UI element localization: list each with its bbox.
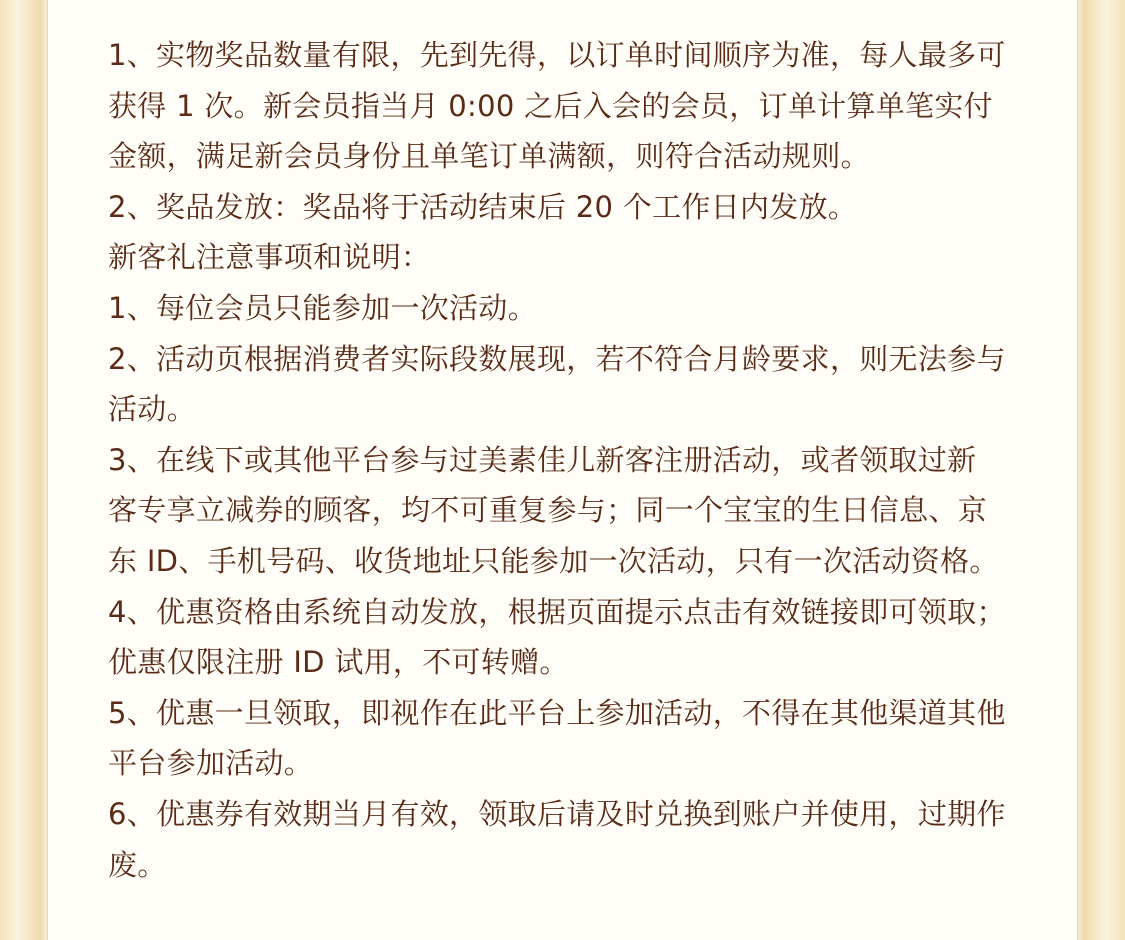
rule-item-1: 1、实物奖品数量有限，先到先得，以订单时间顺序为准，每人最多可 获得 1 次。新会员指当月 0:00 之后入会的会员，订单计算单笔实付 金额，满足新会员身份且单笔订单满额，则符合活动规则。	[108, 38, 1006, 174]
notice-item-1: 1、每位会员只能参加一次活动。	[108, 290, 537, 325]
notice-item-4: 4、优惠资格由系统自动发放，根据页面提示点击有效链接即可领取； 优惠仅限注册 ID 试用，不可转赠。	[108, 594, 1006, 680]
notice-item-2: 2、活动页根据消费者实际段数展现，若不符合月龄要求，则无法参与 活动。	[108, 341, 1006, 427]
section-heading: 新客礼注意事项和说明：	[108, 240, 431, 275]
notice-item-5: 5、优惠一旦领取，即视作在此平台上参加活动，不得在其他渠道其他 平台参加活动。	[108, 695, 1006, 781]
notice-item-3: 3、在线下或其他平台参与过美素佳儿新客注册活动，或者领取过新 客专享立减券的顾客，均不可重复参与；同一个宝宝的生日信息、京 东 ID、手机号码、收货地址只能参加一次活动，只有一次活动资格。	[108, 442, 999, 578]
notice-item-6: 6、优惠券有效期当月有效，领取后请及时兑换到账户并使用，过期作 废。	[108, 796, 1006, 882]
rule-item-2: 2、奖品发放：奖品将于活动结束后 20 个工作日内发放。	[108, 189, 858, 224]
rules-text	[108, 30, 1068, 890]
